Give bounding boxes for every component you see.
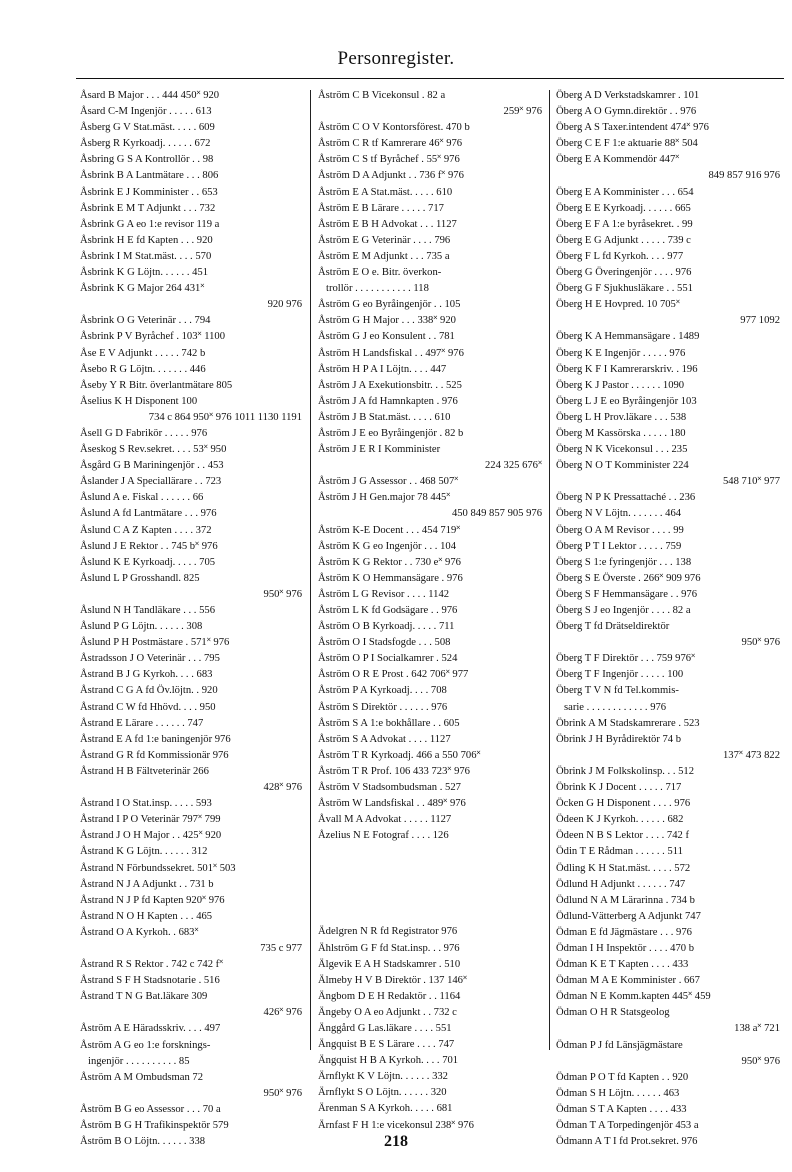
- register-entry: Åström A G eo 1:e forsknings-: [80, 1039, 211, 1051]
- register-entry: Åström G H Major . . . 338˟ 920: [318, 315, 456, 327]
- register-entry: Öberg T V N fd Tel.kommis-: [556, 685, 679, 697]
- register-entry: Åström E B H Advokat . . . 1127: [318, 218, 457, 230]
- register-entry: Åström T R Kyrkoadj. 466 a 550 706˟: [318, 749, 481, 761]
- register-entry: Åsberg G V Stat.mäst. . . . . 609: [80, 122, 215, 134]
- register-entry: ingenjör . . . . . . . . . . 85: [88, 1055, 190, 1067]
- header-rule: [76, 78, 784, 79]
- register-entry: 428˟ 976: [263, 782, 302, 794]
- register-entry: Åström J A Exekutionsbitr. . . 525: [318, 379, 462, 391]
- register-entry: Åström K-E Docent . . . 454 719˟: [318, 524, 461, 536]
- register-entry: Åström A E Häradsskriv. . . . 497: [80, 1023, 221, 1035]
- register-entry: Öberg T fd Drätseldirektör: [556, 621, 670, 633]
- register-entry: Åström H P A I Löjtn. . . . 447: [318, 363, 447, 375]
- register-entry: Ödman K E T Kapten . . . . 433: [556, 959, 689, 971]
- register-entry: Öberg F L fd Kyrkoh. . . . 977: [556, 250, 684, 262]
- register-entry: Ängeby O A eo Adjunkt . . 732 c: [318, 1006, 457, 1018]
- register-entry: Åström W Landsfiskal . . 489˟ 976: [318, 798, 466, 810]
- register-entry: Öberg A S Taxer.intendent 474˟ 976: [556, 122, 709, 134]
- register-entry: Åström L G Revisor . . . . 1142: [318, 588, 450, 600]
- register-entry: Öberg G F Sjukhusläkare . . 551: [556, 283, 693, 295]
- register-entry: Ängquist H B A Kyrkoh. . . . 701: [318, 1055, 459, 1067]
- register-entry: Ödman I H Inspektör . . . . 470 b: [556, 942, 694, 954]
- register-entry: Öberg L H Prov.läkare . . . 538: [556, 411, 687, 423]
- register-entry: Åslund K E Kyrkoadj. . . . . 705: [80, 556, 216, 568]
- section-gap: [318, 844, 542, 924]
- register-entry: Åslund P G Löjtn. . . . . . 308: [80, 621, 203, 633]
- register-entry: Åstrand E A fd 1:e baningenjör 976: [80, 733, 231, 745]
- register-entry: Åström J E eo Byråingenjör . 82 b: [318, 427, 464, 439]
- register-entry: Åström C B Vicekonsul . 82 a: [318, 90, 446, 101]
- register-entry: Ödman M A E Komminister . 667: [556, 975, 700, 987]
- register-entry: Åslund C A Z Kapten . . . . 372: [80, 524, 212, 536]
- register-entry: Öbrink J H Byrådirektör 74 b: [556, 733, 682, 745]
- register-entry: Åslund L P Grosshandl. 825: [80, 572, 200, 584]
- register-entry: Öberg E F A 1:e byråsekret. . 99: [556, 218, 693, 230]
- register-entry: Åstrand N J A Adjunkt . . 731 b: [80, 878, 214, 890]
- register-entry: Åslund A e. Fiskal . . . . . . 66: [80, 492, 204, 504]
- register-entry: Åse E V Adjunkt . . . . . 742 b: [80, 347, 206, 359]
- register-entry: Öbrink K J Docent . . . . . 717: [556, 782, 682, 794]
- register-entry: Älgevik E A H Stadskamrer . 510: [318, 958, 461, 970]
- register-entry: Åstrand C G A fd Öv.löjtn. . 920: [80, 685, 218, 697]
- register-entry: Åzelius N E Fotograf . . . . 126: [318, 830, 449, 842]
- register-entry: Åsbrink E J Komminister . . 653: [80, 186, 218, 198]
- register-entry: Änggård G Las.läkare . . . . 551: [318, 1022, 452, 1034]
- register-entry: Öcken G H Disponent . . . . 976: [556, 798, 691, 810]
- register-entry: Åström O P I Socialkamrer . 524: [318, 653, 458, 665]
- register-entry: Åström T R Prof. 106 433 723˟ 976: [318, 765, 470, 777]
- register-entry: Åström B G eo Assessor . . . 70 a: [80, 1103, 221, 1115]
- register-entry: Åström H Landsfiskal . . 497˟ 976: [318, 347, 464, 359]
- register-entry: Åström K G eo Ingenjör . . . 104: [318, 540, 456, 552]
- register-entry: Åvall M A Advokat . . . . . 1127: [318, 814, 452, 826]
- register-entry: Åstrand N O H Kapten . . . 465: [80, 910, 213, 922]
- register-entry: Öberg S J eo Ingenjör . . . . 82 a: [556, 605, 691, 616]
- register-entry: Åstrand K G Löjtn. . . . . . 312: [80, 846, 208, 858]
- register-entry: 137˟ 473 822: [722, 749, 780, 761]
- register-entry: Åström E O e. Bitr. överkon-: [318, 267, 442, 279]
- register-entry: Åström E M Adjunkt . . . 735 a: [318, 250, 450, 262]
- register-entry: 950˟ 976: [741, 637, 780, 649]
- register-entry: Åstrand J O H Major . . 425˟ 920: [80, 830, 222, 842]
- register-entry: Ählström G F fd Stat.insp. . . 976: [318, 942, 460, 954]
- register-entry: Ödman S T A Kapten . . . . 433: [556, 1103, 687, 1115]
- register-entry: Öberg S E Överste . 266˟ 909 976: [556, 572, 701, 584]
- register-entry: Öberg S 1:e fyringenjör . . . 138: [556, 556, 692, 568]
- register-entry: Öberg K A Hemmansägare . 1489: [556, 331, 700, 343]
- register-entry: Öbrink J M Folkskolinsp. . . 512: [556, 765, 695, 777]
- register-entry: Åsbrink E M T Adjunkt . . . 732: [80, 202, 216, 214]
- register-entry: Öberg E A Kommendör 447˟: [556, 154, 680, 166]
- register-entry: Åström P A Kyrkoadj. . . . 708: [318, 685, 447, 697]
- register-entry: Ödman T A Torpedingenjör 453 a: [556, 1120, 699, 1131]
- register-entry: Öbrink A M Stadskamrerare . 523: [556, 717, 700, 729]
- register-entry: Åström J A fd Hamnkapten . 976: [318, 395, 458, 407]
- register-entry: Öberg M Kassörska . . . . . 180: [556, 427, 686, 439]
- register-entry: Åsbring G S A Kontrollör . . 98: [80, 154, 214, 166]
- column-divider-1: [310, 90, 311, 1050]
- register-entry: Åstrand G R fd Kommissionär 976: [80, 749, 229, 761]
- register-entry: Åström S Direktör . . . . . . 976: [318, 701, 448, 713]
- register-entry: Ödlund H Adjunkt . . . . . . 747: [556, 878, 686, 890]
- register-entry: Ärnfast F H 1:e vicekonsul 238˟ 976: [318, 1119, 474, 1131]
- register-entry: Åsell G D Fabrikör . . . . . 976: [80, 427, 208, 439]
- register-entry: Åstrand B J G Kyrkoh. . . . 683: [80, 669, 213, 681]
- register-entry: Öberg K E Ingenjör . . . . . 976: [556, 347, 686, 359]
- register-entry: 450 849 857 905 976: [451, 508, 542, 520]
- register-entry: Åström A M Ombudsman 72: [80, 1071, 204, 1083]
- register-entry: Öberg N K Vicekonsul . . . 235: [556, 444, 688, 456]
- register-entry: Åsbrink P V Byråchef . 103˟ 1100: [80, 331, 225, 343]
- register-entry: Ödman O H R Statsgeolog: [556, 1007, 670, 1019]
- column-divider-2: [549, 90, 550, 1050]
- register-entry: Åström J H Gen.major 78 445˟: [318, 492, 451, 504]
- register-entry: Åsbrink G A eo 1:e revisor 119 a: [80, 218, 220, 230]
- register-entry: 138 a˟ 721: [734, 1023, 780, 1035]
- register-entry: 920 976: [267, 299, 302, 311]
- register-entry: Åström C R tf Kamrerare 46˟ 976: [318, 138, 463, 150]
- register-entry: Åsebo R G Löjtn. . . . . . . 446: [80, 363, 206, 375]
- register-entry: Öberg A O Gymn.direktör . . 976: [556, 106, 697, 118]
- register-entry: Åstrand I O Stat.insp. . . . . 593: [80, 798, 212, 810]
- register-entry: Öberg N V Löjtn. . . . . . . 464: [556, 508, 682, 520]
- register-entry: Åström E A Stat.mäst. . . . . 610: [318, 186, 453, 198]
- register-entry: Åsard B Major . . . 444 450˟ 920: [80, 90, 220, 101]
- register-entry: Öberg E G Adjunkt . . . . . 739 c: [556, 234, 691, 246]
- register-entry: Ärenman S A Kyrkoh. . . . . 681: [318, 1103, 453, 1115]
- register-entry: Åslund P H Postmästare . 571˟ 976: [80, 637, 230, 649]
- register-entry: 735 c 977: [260, 942, 302, 954]
- register-entry: Åslund J E Rektor . . 745 b˟ 976: [80, 540, 218, 552]
- register-entry: Öberg G Överingenjör . . . . 976: [556, 267, 692, 279]
- register-entry: Åström D A Adjunkt . . 736 f˟ 976: [318, 170, 464, 182]
- register-entry: Öberg T F Ingenjör . . . . . 100: [556, 669, 684, 681]
- register-entry: Åström S A Advokat . . . . 1127: [318, 733, 451, 745]
- register-entry: Ödeen N B S Lektor . . . . 742 f: [556, 830, 689, 842]
- register-entry: Åström V Stadsombudsman . 527: [318, 782, 461, 794]
- register-entry: Åstrand O A Kyrkoh. . 683˟: [80, 926, 199, 938]
- register-column-3: [556, 88, 780, 1150]
- register-entry: Ädelgren N R fd Registrator 976: [318, 926, 458, 938]
- register-entry: Ödeen K J Kyrkoh. . . . . . 682: [556, 814, 684, 826]
- register-entry: Öberg E E Kyrkoadj. . . . . . 665: [556, 202, 691, 214]
- register-entry: Ärnflykt K V Löjtn. . . . . . 332: [318, 1071, 448, 1083]
- register-entry: Åstrand N Förbundssekret. 501˟ 503: [80, 862, 236, 874]
- register-entry: Åsgård G B Mariningenjör . . 453: [80, 460, 224, 472]
- register-entry: Öberg A D Verkstadskamrer . 101: [556, 90, 700, 101]
- register-entry: Ödling K H Stat.mäst. . . . . 572: [556, 862, 691, 874]
- register-entry: Åström G eo Byråingenjör . . 105: [318, 299, 461, 311]
- register-entry: Ödmann A T I fd Prot.sekret. 976: [556, 1136, 698, 1148]
- register-entry: Åseby Y R Bitr. överlantmätare 805: [80, 379, 233, 391]
- register-entry: Ödman E fd Jägmästare . . . 976: [556, 926, 692, 938]
- register-entry: Åstrand I P O Veterinär 797˟ 799: [80, 814, 221, 826]
- register-entry: Ödin T E Rådman . . . . . . 511: [556, 846, 683, 858]
- register-entry: Åselius K H Disponent 100: [80, 395, 198, 407]
- register-entry: Åström K O Hemmansägare . 976: [318, 572, 463, 584]
- register-entry: Ängquist B E S Lärare . . . . 747: [318, 1039, 455, 1051]
- register-entry: Ödman P J fd Länsjägmästare: [556, 1039, 683, 1051]
- register-entry: Åström E B Lärare . . . . . 717: [318, 202, 444, 214]
- register-entry: Åstrand S F H Stadsnotarie . 516: [80, 975, 220, 987]
- register-entry: Öberg C E F 1:e aktuarie 88˟ 504: [556, 138, 698, 150]
- register-entry: Åstrand N J P fd Kapten 920˟ 976: [80, 894, 225, 906]
- register-entry: Åsbrink H E fd Kapten . . . 920: [80, 234, 213, 246]
- register-entry: Åsbrink O G Veterinär . . . 794: [80, 315, 211, 327]
- register-entry: Åström G J eo Konsulent . . 781: [318, 331, 455, 343]
- register-entry: Åström S A 1:e bokhållare . . 605: [318, 717, 460, 729]
- register-entry: Åsbrink K G Major 264 431˟: [80, 283, 205, 295]
- register-entry: Åslund A fd Lantmätare . . . 976: [80, 508, 217, 520]
- register-entry: 950˟ 976: [263, 1087, 302, 1099]
- register-entry: Öberg N P K Pressattaché . . 236: [556, 492, 696, 504]
- register-entry: Ödlund N A M Lärarinna . 734 b: [556, 894, 695, 906]
- register-entry: Åslander J A Speciallärare . . 723: [80, 476, 222, 488]
- register-entry: Åström C O V Kontorsförest. 470 b: [318, 122, 470, 134]
- register-entry: Ödlund-Vätterberg A Adjunkt 747: [556, 910, 701, 922]
- page-title: Personregister.: [337, 48, 455, 69]
- register-entry: Åstrand E Lärare . . . . . . 747: [80, 717, 204, 729]
- page-number: 218: [384, 1133, 408, 1150]
- register-entry: Åström K G Rektor . . 730 e˟ 976: [318, 556, 461, 568]
- register-entry: Öberg E A Komminister . . . 654: [556, 186, 694, 198]
- register-entry: Öberg O A M Revisor . . . . 99: [556, 524, 684, 536]
- register-column-2: [318, 88, 542, 1134]
- register-entry: Öberg K F I Kamrerarskriv. . 196: [556, 363, 698, 375]
- register-entry: Åstrand T N G Bat.läkare 309: [80, 991, 208, 1003]
- register-entry: 734 c 864 950˟ 976 1011 1130 1191: [148, 411, 302, 423]
- register-entry: Ödman N E Komm.kapten 445˟ 459: [556, 991, 711, 1003]
- register-entry: Åström J B Stat.mäst. . . . . 610: [318, 411, 451, 423]
- register-entry: Åslund N H Tandläkare . . . 556: [80, 605, 215, 616]
- register-entry: 426˟ 976: [263, 1007, 302, 1019]
- register-entry: Åström C S tf Byråchef . 55˟ 976: [318, 154, 460, 166]
- register-entry: Åsbrink I M Stat.mäst. . . . 570: [80, 250, 212, 262]
- register-entry: Åseskog S Rev.sekret. . . . 53˟ 950: [80, 444, 227, 456]
- register-entry: Ängbom D E H Redaktör . . 1164: [318, 990, 461, 1002]
- register-entry: 259˟ 976: [503, 106, 542, 118]
- register-entry: 950˟ 976: [263, 588, 302, 600]
- register-entry: 977 1092: [740, 315, 780, 327]
- register-entry: Åsberg R Kyrkoadj. . . . . . 672: [80, 138, 211, 150]
- register-entry: 224 325 676˟: [484, 460, 542, 472]
- register-entry: Öberg N O T Komminister 224: [556, 460, 689, 472]
- register-entry: Åstradsson J O Veterinär . . . 795: [80, 653, 220, 665]
- register-entry: Ödman S H Löjtn. . . . . . 463: [556, 1087, 680, 1099]
- register-entry: Åström E G Veterinär . . . . 796: [318, 234, 451, 246]
- register-entry: Öberg P T I Lektor . . . . . 759: [556, 540, 682, 552]
- register-entry: Åström L K fd Godsägare . . 976: [318, 605, 458, 616]
- register-entry: Åstrand R S Rektor . 742 c 742 f˟: [80, 959, 224, 971]
- register-entry: Åström J G Assessor . . 468 507˟: [318, 476, 459, 488]
- register-entry: Öberg H E Hovpred. 10 705˟: [556, 299, 680, 311]
- register-entry: trollör . . . . . . . . . . . 118: [326, 283, 429, 295]
- register-column-1: [80, 88, 302, 1150]
- register-entry: Ärnflykt S O Löjtn. . . . . . 320: [318, 1087, 447, 1099]
- register-entry: Åström J E R I Komminister: [318, 444, 441, 456]
- register-entry: Öberg K J Pastor . . . . . . 1090: [556, 379, 685, 391]
- register-entry: Åsbrink K G Löjtn. . . . . . 451: [80, 267, 209, 279]
- register-entry: 548 710˟ 977: [722, 476, 780, 488]
- register-entry: 950˟ 976: [741, 1055, 780, 1067]
- register-entry: Åstrand C W fd Hhövd. . . . 950: [80, 701, 216, 713]
- register-entry: Åström O B Kyrkoadj. . . . . 711: [318, 621, 455, 633]
- register-entry: Åsard C-M Ingenjör . . . . . 613: [80, 106, 212, 118]
- register-entry: Ödman P O T fd Kapten . . 920: [556, 1071, 689, 1083]
- register-entry: Åsbrink B A Lantmätare . . . 806: [80, 170, 219, 182]
- register-entry: Öberg S F Hemmansägare . . 976: [556, 588, 698, 600]
- register-entry: Åström O R E Prost . 642 706˟ 977: [318, 669, 469, 681]
- register-entry: Öberg T F Direktör . . . 759 976˟: [556, 653, 696, 665]
- register-entry: Öberg L J E eo Byråingenjör 103: [556, 395, 697, 407]
- register-entry: sarie . . . . . . . . . . . . 976: [564, 701, 667, 713]
- register-entry: 849 857 916 976: [708, 170, 780, 182]
- register-entry: Älmeby H V B Direktör . 137 146˟: [318, 974, 468, 986]
- register-entry: Åström O I Stadsfogde . . . 508: [318, 637, 451, 649]
- register-entry: Åström B O Löjtn. . . . . . 338: [80, 1136, 206, 1148]
- register-entry: Åstrand H B Fältveterinär 266: [80, 765, 209, 777]
- register-entry: Åström B G H Trafikinspektör 579: [80, 1120, 229, 1131]
